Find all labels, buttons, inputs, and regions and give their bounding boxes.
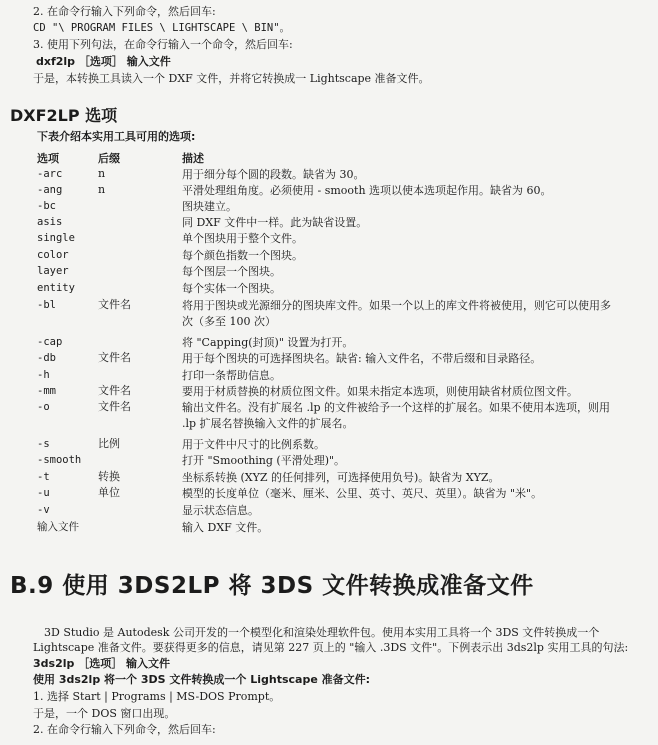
col-header-desc: 描述 [182, 152, 204, 165]
cd-command: CD "\ PROGRAM FILES \ LIGHTSCAPE \ BIN"。 [33, 22, 291, 34]
step-2-text: 2. 在命令行输入下列命令，然后回车: [33, 5, 216, 18]
option-description-line: 用于细分每个圆的段数。缺省为 30。 [182, 168, 365, 181]
option-name: entity [37, 282, 75, 294]
option-description [182, 167, 652, 183]
option-description-line: 将 "Capping(封顶)" 设置为打开。 [182, 336, 354, 349]
option-name: -v [37, 504, 50, 516]
option-name: -s [37, 438, 50, 450]
option-description [182, 351, 652, 367]
b9-step-2: 2. 在命令行输入下列命令，然后回车: [33, 723, 216, 736]
option-description-line: 每个图层一个图块。 [182, 265, 281, 278]
option-description-line: 将用于图块或光源细分的图块库文件。如果一个以上的库文件将被使用，则它可以使用多 [182, 299, 611, 312]
option-description [182, 368, 652, 384]
col-header-option: 选项 [37, 152, 59, 165]
option-name: -db [37, 352, 56, 364]
option-description-line: 模型的长度单位（毫米、厘米、公里、英寸、英尺、英里）。缺省为 "米"。 [182, 487, 543, 500]
option-description-line: 要用于材质替换的材质位图文件。如果未指定本选项，则使用缺省材质位图文件。 [182, 385, 578, 398]
option-suffix: 转换 [98, 470, 120, 483]
b9-para-line2: Lightscape 准备文件。要获得更多的信息，请见第 227 页上的 "输入 .3DS 文件"。下例表示出 3ds2lp 实用工具的句法: [33, 641, 629, 654]
option-description-line: 平滑处理组角度。必须使用 - smooth 选项以使本选项起作用。缺省为 60。 [182, 184, 552, 197]
option-description-line: 每个颜色指数一个图块。 [182, 249, 303, 262]
option-name: -arc [37, 168, 63, 180]
b9-step-1: 1. 选择 Start | Programs | MS-DOS Prompt。 [33, 690, 281, 703]
option-name: -t [37, 471, 50, 483]
option-description-line: 用于每个图块的可选择图块名。缺省: 输入文件名，不带后缀和目录路径。 [182, 352, 542, 365]
option-description-line: 坐标系转换 (XYZ 的任何排列，可选择使用负号)。缺省为 XYZ。 [182, 471, 500, 484]
option-description-line: 显示状态信息。 [182, 504, 259, 517]
section-b9-title: B.9 使用 3DS2LP 将 3DS 文件转换成准备文件 [10, 573, 534, 599]
option-suffix: 文件名 [98, 400, 131, 413]
option-description [182, 470, 652, 486]
dxf2lp-syntax: dxf2lp ［选项］ 输入文件 [36, 55, 171, 68]
option-suffix: 文件名 [98, 384, 131, 397]
option-description-line: 单个图块用于整个文件。 [182, 232, 303, 245]
option-name: -mm [37, 385, 56, 397]
option-name: -ang [37, 184, 63, 196]
option-name: -smooth [37, 454, 82, 466]
option-suffix: 文件名 [98, 298, 131, 311]
option-description [182, 520, 652, 536]
option-name: asis [37, 216, 63, 228]
3ds2lp-syntax: 3ds2lp ［选项］ 输入文件 [33, 657, 171, 670]
option-name: color [37, 249, 69, 261]
option-name: -o [37, 401, 50, 413]
option-description [182, 453, 652, 469]
option-description-line: 图块建立。 [182, 200, 237, 213]
option-description-line: .lp 扩展名替换输入文件的扩展名。 [182, 417, 354, 430]
options-heading: DXF2LP 选项 [10, 106, 118, 125]
option-name: -u [37, 487, 50, 499]
option-description [182, 400, 652, 432]
option-name: -h [37, 369, 50, 381]
option-description [182, 183, 652, 199]
option-name: -cap [37, 336, 63, 348]
option-description [182, 503, 652, 519]
option-description-line: 打开 "Smoothing (平滑处理)"。 [182, 454, 346, 467]
option-description [182, 215, 652, 231]
option-suffix: n [98, 167, 106, 180]
option-name: 输入文件 [37, 521, 79, 533]
b9-para-line1: 3D Studio 是 Autodesk 公司开发的一个模型化和渲染处理软件包。使用本实用工具将一个 3DS 文件转换成一个 [44, 626, 600, 639]
option-description [182, 281, 652, 297]
option-description-line: 同 DXF 文件中一样。此为缺省设置。 [182, 216, 368, 229]
b9-step-1-result: 于是，一个 DOS 窗口出现。 [33, 707, 176, 720]
col-header-suffix: 后缀 [98, 152, 120, 165]
option-suffix: 单位 [98, 486, 120, 499]
option-description [182, 248, 652, 264]
step-3-text: 3. 使用下列句法，在命令行输入一个命令，然后回车: [33, 38, 293, 51]
option-name: layer [37, 265, 69, 277]
option-name: -bl [37, 299, 56, 311]
result-text: 于是，本转换工具读入一个 DXF 文件，并将它转换成一 Lightscape 准备文件。 [33, 72, 430, 85]
options-intro: 下表介绍本实用工具可用的选项: [37, 130, 196, 143]
option-description [182, 298, 652, 330]
option-description [182, 199, 652, 215]
option-description-line: 输入 DXF 文件。 [182, 521, 269, 534]
option-description-line: 次（多至 100 次） [182, 315, 276, 328]
option-description [182, 335, 652, 351]
option-description-line: 用于文件中尺寸的比例系数。 [182, 438, 325, 451]
option-description [182, 486, 652, 502]
option-suffix: 文件名 [98, 351, 131, 364]
option-description-line: 打印一条帮助信息。 [182, 369, 281, 382]
option-description [182, 231, 652, 247]
option-name: single [37, 232, 75, 244]
option-description-line: 每个实体一个图块。 [182, 282, 281, 295]
option-suffix: 比例 [98, 437, 120, 450]
usage-heading: 使用 3ds2lp 将一个 3DS 文件转换成一个 Lightscape 准备文件: [33, 673, 371, 686]
option-name: -bc [37, 200, 56, 212]
option-suffix: n [98, 183, 106, 196]
option-description [182, 437, 652, 453]
option-description-line: 输出文件名。没有扩展名 .lp 的文件被给予一个这样的扩展名。如果不使用本选项，则用 [182, 401, 611, 414]
option-description [182, 384, 652, 400]
option-description [182, 264, 652, 280]
